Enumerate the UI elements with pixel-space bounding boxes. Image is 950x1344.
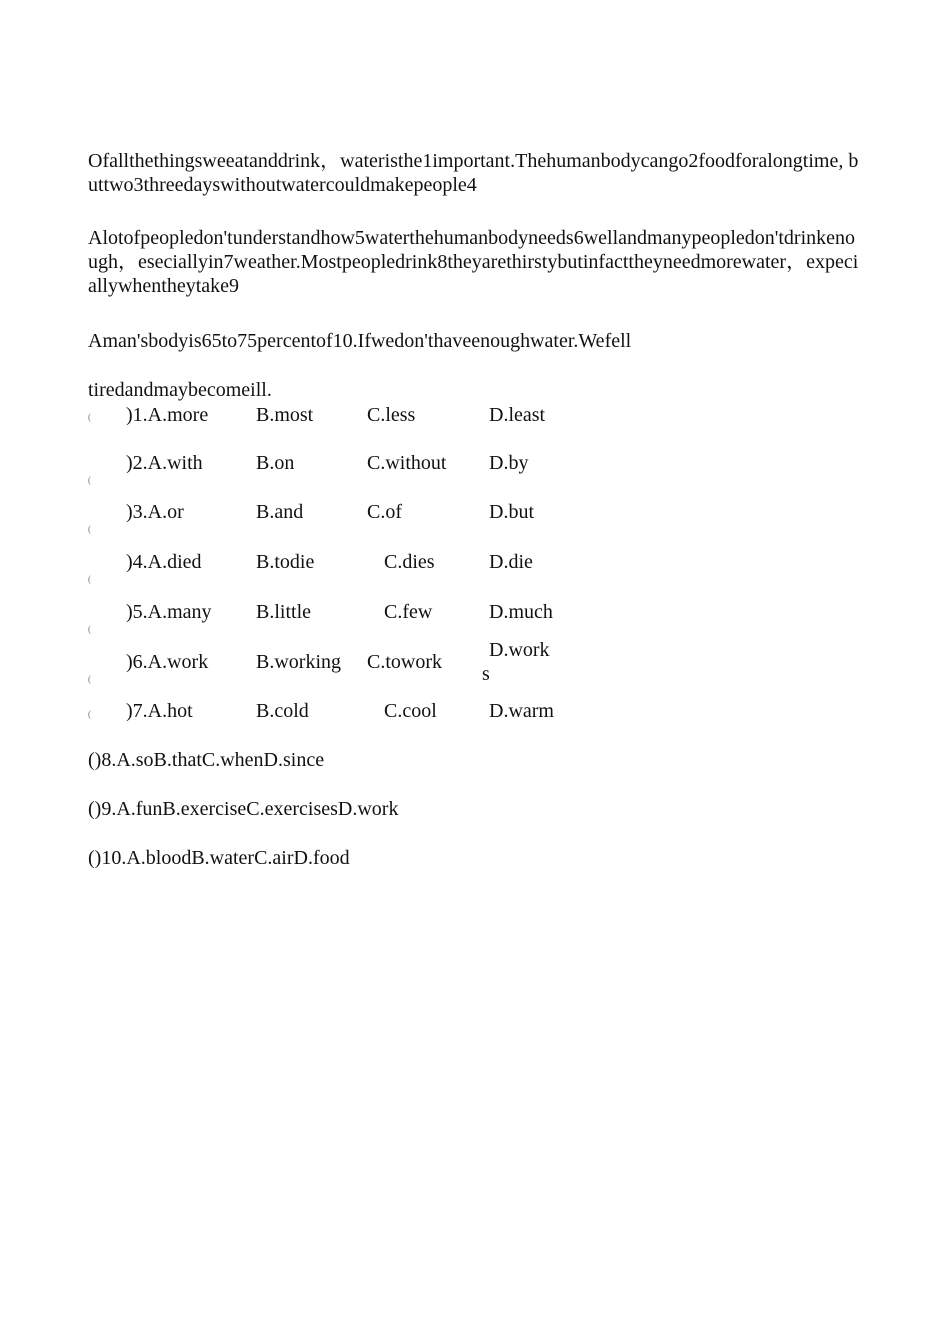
option-d-line-2: s — [482, 663, 490, 685]
option-a: )1.A.more — [126, 404, 209, 426]
option-d: D.but — [489, 501, 534, 523]
option-a: )6.A.work — [126, 651, 209, 673]
option-c: C.less — [367, 404, 416, 426]
question-row-7 — [0, 699, 950, 739]
question-row-3 — [0, 500, 950, 540]
option-c: C.towork — [367, 651, 442, 673]
question-line-9: ()9.A.funB.exerciseC.exercisesD.work — [88, 798, 399, 820]
option-a: )4.A.died — [126, 551, 202, 573]
passage-paragraph-3: Aman'sbodyis65to75percentof10.Ifwedon'thaveenoughwater.Wefell — [88, 330, 632, 352]
question-row-5 — [0, 600, 950, 640]
option-c: C.without — [367, 452, 447, 474]
passage-paragraph-1: Ofallthethingsweeatanddrink，wateristhe1important.Thehumanbodycango2foodforalongtime, buttwo3threedayswithoutwatercouldmakepeople4 — [88, 150, 859, 196]
option-d — [482, 638, 550, 686]
question-line-10: ()10.A.bloodB.waterC.airD.food — [88, 847, 350, 869]
option-b: B.and — [256, 501, 304, 523]
option-d: D.much — [489, 601, 553, 623]
question-row-2 — [0, 451, 950, 491]
option-a: )2.A.with — [126, 452, 203, 474]
passage-paragraph-2: Alotofpeopledon'tunderstandhow5waterthehumanbodyneeds6wellandmanypeopledon'tdrinkenough，eseciallyin7weather.Mostpeopledrink8theyarethirstybutinfacttheyneedmorewater，expeciallywhentheytake9 — [88, 227, 859, 297]
question-marker: ( — [88, 475, 91, 485]
option-c: C.cool — [384, 700, 437, 722]
option-a: )5.A.many — [126, 601, 212, 623]
option-b: B.todie — [256, 551, 315, 573]
option-d: D.least — [489, 404, 546, 426]
option-b: B.working — [256, 651, 341, 673]
option-d: D.warm — [489, 700, 554, 722]
option-a: )3.A.or — [126, 501, 184, 523]
option-b: B.most — [256, 404, 314, 426]
question-row-6 — [0, 639, 950, 690]
question-marker: ( — [88, 574, 91, 584]
question-row-4 — [0, 550, 950, 590]
option-c: C.dies — [384, 551, 435, 573]
question-marker: ( — [88, 412, 91, 422]
question-line-8: ()8.A.soB.thatC.whenD.since — [88, 749, 325, 771]
option-b: B.cold — [256, 700, 309, 722]
question-row-1 — [0, 403, 950, 443]
option-b: B.little — [256, 601, 311, 623]
option-b: B.on — [256, 452, 295, 474]
option-c: C.few — [384, 601, 433, 623]
question-marker: ( — [88, 674, 91, 684]
passage-paragraph-4: tiredandmaybecomeill. — [88, 379, 272, 401]
option-a: )7.A.hot — [126, 700, 193, 722]
option-d: D.die — [489, 551, 533, 573]
option-c: C.of — [367, 501, 402, 523]
question-marker: ( — [88, 524, 91, 534]
option-d: D.by — [489, 452, 529, 474]
option-d-line-1: D.work — [489, 639, 550, 661]
question-marker: ( — [88, 709, 91, 719]
question-marker: ( — [88, 624, 91, 634]
